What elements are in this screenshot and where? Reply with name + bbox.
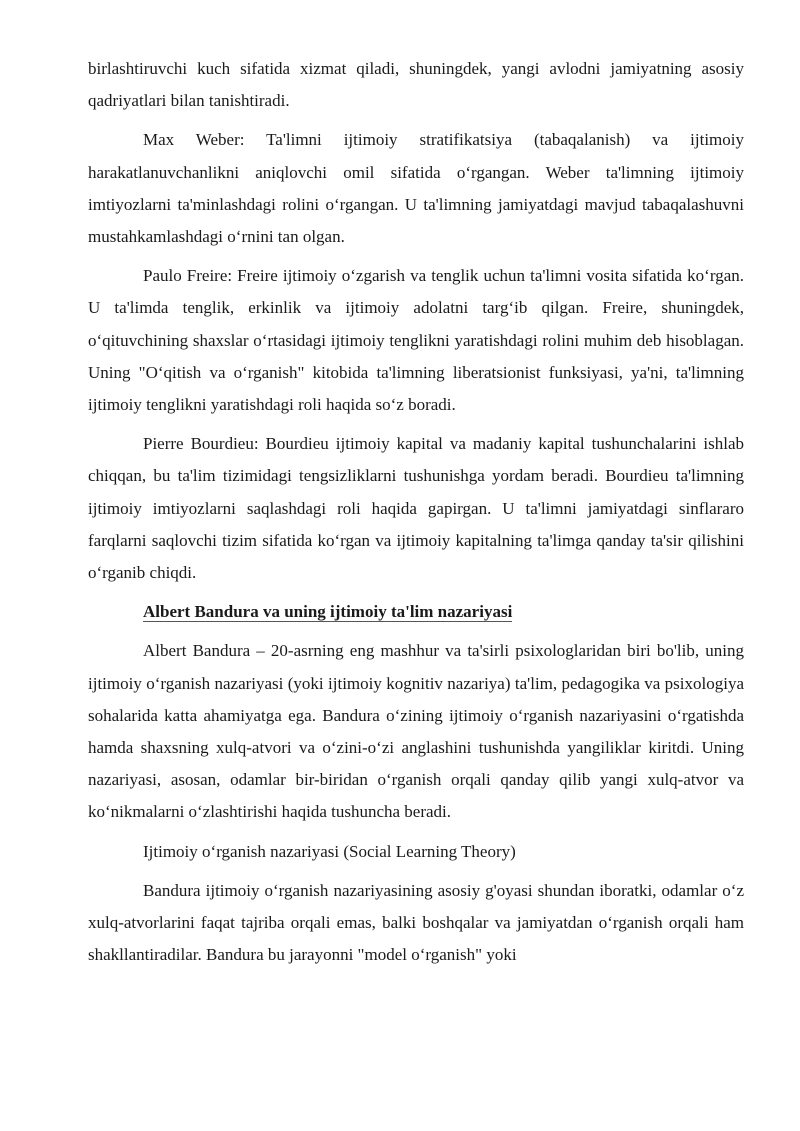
paragraph-continuation: birlashtiruvchi kuch sifatida xizmat qiladi, shuningdek, yangi avlodni jamiyatning asosiy qadriyatlari bilan tanishtiradi. (88, 59, 744, 111)
section-heading (88, 596, 744, 628)
paragraph-freire: Paulo Freire: Freire ijtimoiy oʻzgarish va tenglik uchun ta'limni vosita sifatida koʻrgan. U ta'limda tenglik, erkinlik va ijtimoiy adolatni targʻib qilgan. Freire, shuningdek, oʻqituvchining shaxslar oʻrtasidagi ijtimoiy tenglikni yaratishdagi rolini muhim deb hisoblagan. Uning "Oʻqitish va oʻrganish" kitobida ta'limning liberatsionist funksiyasi, ya'ni, ta'limning ijtimoiy tenglikni yaratishdagi roli haqida soʻz boradi. (88, 266, 744, 415)
subheading-social-learning: Ijtimoiy oʻrganish nazariyasi (Social Learning Theory) (143, 841, 516, 861)
section-heading-text: Albert Bandura va uning ijtimoiy ta'lim nazariyasi (143, 602, 513, 622)
paragraph-bandura-idea: Bandura ijtimoiy oʻrganish nazariyasining asosiy g'oyasi shundan iboratki, odamlar oʻz xulq-atvorlarini faqat tajriba orqali emas, balki boshqalar va jamiyatdan oʻrganish orqali ham shakllantiradilar. Bandura bu jarayonni "model oʻrganish" yoki (88, 880, 744, 965)
paragraph-bourdieu: Pierre Bourdieu: Bourdieu ijtimoiy kapital va madaniy kapital tushunchalarini ishlab chiqqan, bu ta'lim tizimidagi tengsizliklarni tushunishga yordam beradi. Bourdieu ta'limning ijtimoiy imtiyozlarni saqlashdagi roli haqida gapirgan. U ta'limni jamiyatdagi sinflararo farqlarni saqlovchi tizim sifatida koʻrgan va ijtimoiy kapitalning ta'limga qanday ta'sir qilishini oʻrganib chiqdi. (88, 434, 744, 583)
paragraph-weber: Max Weber: Ta'limni ijtimoiy stratifikatsiya (tabaqalanish) va ijtimoiy harakatlanuvchanlikni aniqlovchi omil sifatida oʻrgangan. Weber ta'limning ijtimoiy imtiyozlarni ta'minlashdagi rolini oʻrgangan. U ta'limning jamiyatdagi mavjud tabaqalashuvni mustahkamlashdagi oʻrnini tan olgan. (88, 130, 744, 247)
paragraph-bandura-intro: Albert Bandura – 20-asrning eng mashhur va ta'sirli psixologlaridan biri bo'lib, uning ijtimoiy oʻrganish nazariyasi (yoki ijtimoiy kognitiv nazariya) ta'lim, pedagogika va psixologiya sohalarida katta ahamiyatga ega. Bandura oʻzining ijtimoiy oʻrganish nazariyasini oʻrgatishda hamda shaxsning xulq-atvori va oʻzini-oʻzi anglashini tushunishda yangiliklar kiritdi. Uning nazariyasi, asosan, odamlar bir-biridan oʻrganish orqali qanday qilib yangi xulq-atvor va koʻnikmalarni oʻzlashtirishi haqida tushuncha beradi. (88, 641, 744, 822)
